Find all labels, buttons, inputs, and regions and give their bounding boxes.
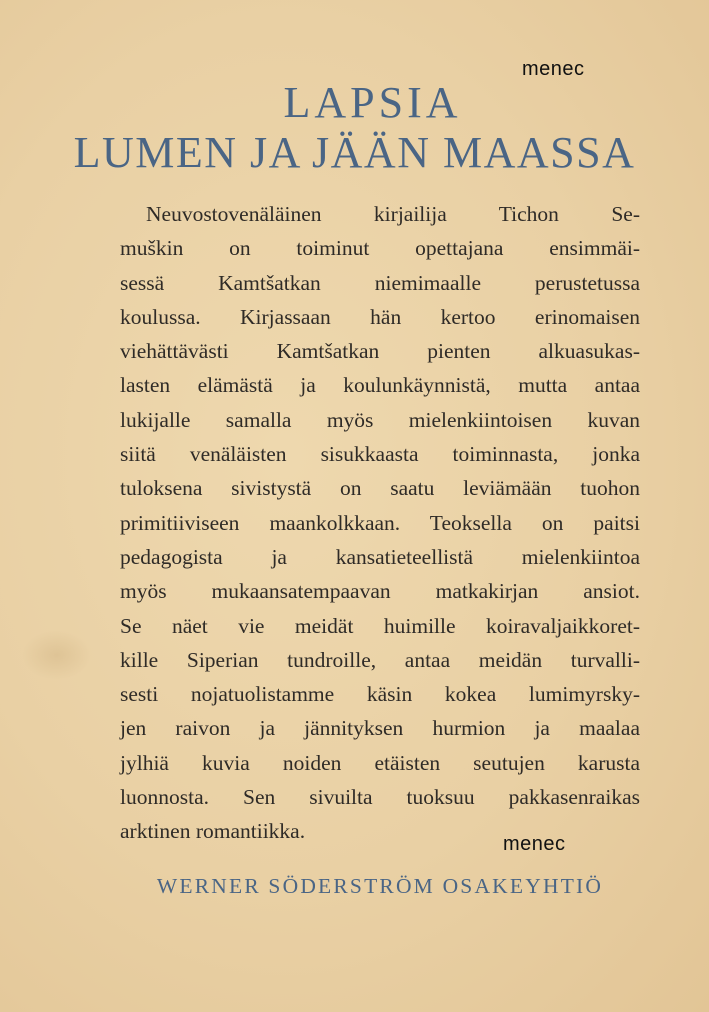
blurb-line-4: koulussa. Kirjassaan hän kertoo erinomaisen	[120, 304, 640, 329]
watermark-top: menec	[522, 58, 585, 80]
blurb-line-14: kille Siperian tundroille, antaa meidän turvalli-	[120, 647, 640, 672]
blurb-line-2: muškin on toiminut opettajana ensimmäi-	[120, 236, 640, 261]
title-line-1: LAPSIA	[283, 78, 462, 127]
blurb-line-1: Neuvostovenäläinen kirjailija Tichon Se-	[146, 202, 640, 226]
blurb-line-17: jylhiä kuvia noiden etäisten seutujen karusta	[120, 750, 640, 775]
blurb-line-15: sesti nojatuolistamme käsin kokea lumimyrsky-	[120, 682, 640, 707]
blurb-line-8: siitä venäläisten sisukkaasta toiminnasta, jonka	[120, 442, 640, 467]
publisher-name: WERNER SÖDERSTRÖM OSAKEYHTIÖ	[156, 874, 604, 898]
blurb-line-19: arktinen romantiikka.	[120, 819, 306, 844]
blurb-line-12: myös mukaansatempaavan matkakirjan ansiot.	[120, 579, 640, 604]
blurb-line-5: viehättävästi Kamtšatkan pienten alkuasukas-	[120, 339, 640, 364]
paper-stain	[22, 630, 92, 680]
blurb-line-16: jen raivon ja jännityksen hurmion ja maalaa	[120, 716, 640, 741]
title-line-2: LUMEN JA JÄÄN MAASSA	[73, 128, 636, 177]
blurb-line-9: tuloksena sivistystä on saatu leviämään tuohon	[120, 476, 640, 501]
blurb-line-7: lukijalle samalla myös mielenkiintoisen kuvan	[120, 407, 640, 432]
blurb-line-13: Se näet vie meidät huimille koiravaljaikkoret-	[120, 613, 640, 638]
blurb-line-11: pedagogista ja kansatieteellistä mielenkiintoa	[120, 544, 640, 569]
blurb-line-3: sessä Kamtšatkan niemimaalle perustetussa	[120, 270, 640, 295]
blurb-line-10: primitiiviseen maankolkkaan. Teoksella on paitsi	[120, 510, 640, 535]
watermark-bottom: menec	[503, 833, 566, 855]
blurb-line-18: luonnosta. Sen sivuilta tuoksuu pakkasenraikas	[120, 785, 640, 810]
blurb-text	[120, 197, 640, 849]
blurb-line-6: lasten elämästä ja koulunkäynnistä, mutta antaa	[120, 373, 640, 398]
